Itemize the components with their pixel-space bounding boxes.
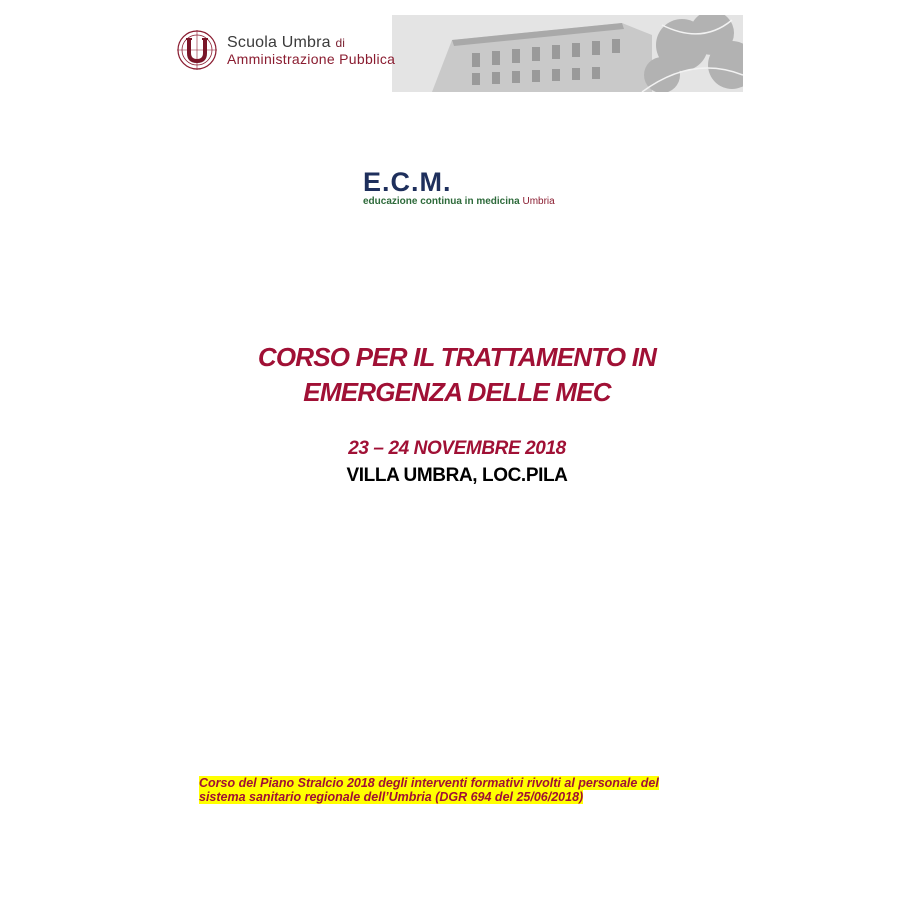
header-banner [172, 15, 743, 92]
logo-line-2: Amministrazione Pubblica [227, 51, 396, 67]
course-title [150, 340, 764, 410]
ecm-region: Umbria [522, 196, 555, 207]
logo-name-suffix: di [335, 36, 346, 50]
footnote-line-2: sistema sanitario regionale dell’Umbria (DGR 694 del 25/06/2018) [199, 790, 584, 804]
ecm-title: E.C.M. [363, 167, 452, 197]
ecm-subtitle-text: educazione continua in medicina [363, 196, 520, 207]
scuola-umbra-logo-text [227, 35, 395, 67]
footnote-line-1: Corso del Piano Stralcio 2018 degli interventi formativi rivolti al personale del [199, 776, 659, 790]
course-title-line-1: CORSO PER IL TRATTAMENTO IN [257, 342, 657, 372]
course-title-line-2: EMERGENZA DELLE MEC [303, 377, 611, 407]
course-location: VILLA UMBRA, LOC.PILA [346, 465, 568, 486]
footnote [199, 776, 719, 804]
villa-building-image [392, 15, 743, 92]
course-dates: 23 – 24 NOVEMBRE 2018 [348, 438, 566, 459]
scuola-umbra-seal-icon [176, 29, 218, 71]
logo-line-1 [227, 35, 395, 51]
ecm-subtitle [363, 196, 555, 208]
logo-name: Scuola Umbra [227, 34, 331, 51]
ecm-logo [363, 168, 555, 208]
